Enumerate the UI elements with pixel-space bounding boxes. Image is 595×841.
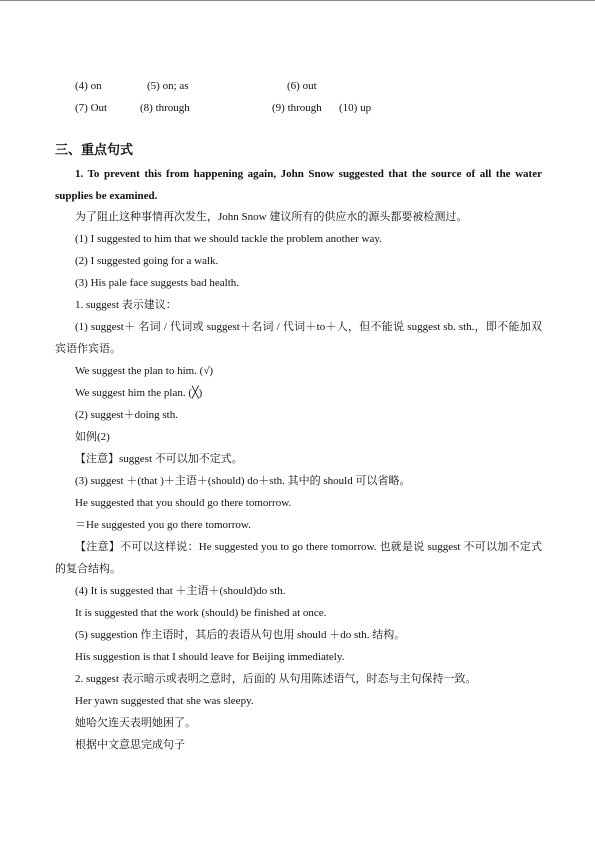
example-3: (3) His pale face suggests bad health.: [75, 277, 240, 289]
key-sentence: 1. To prevent this from happening again, John Snow suggested that the source of all the water supplies be examined.: [55, 168, 542, 202]
section-title: 三、重点句式: [55, 143, 134, 158]
rule-5: (5) suggestion 作主语时，其后的表语从句也用 should ＋do sth. 结构。: [75, 629, 406, 641]
point-1-correct-example: We suggest the plan to him. (√): [75, 365, 214, 377]
point-1-rule: (1) suggest＋ 名词 / 代词或 suggest＋名词 / 代词＋to＋人，但不能说 suggest sb. sth.，即不能加双宾语作宾语。: [55, 321, 542, 355]
rule-4-example: It is suggested that the work (should) be finished at once.: [75, 607, 327, 619]
rule-4: (4) It is suggested that ＋主语＋(should)do sth.: [75, 585, 286, 597]
answer-10: (10) up: [339, 102, 372, 114]
translation: 为了阻止这种事情再次发生，John Snow 建议所有的供应水的源头都要被检测过。: [75, 211, 468, 223]
page-top-border: [0, 0, 595, 1]
point-1-wrong-example: We suggest him the plan. (╳): [75, 387, 203, 399]
point-1-rule-2: (2) suggest＋doing sth.: [75, 409, 178, 421]
rule-5-example: His suggestion is that I should leave for Beijing immediately.: [75, 651, 345, 663]
example-1: (1) I suggested to him that we should tackle the problem another way.: [75, 233, 382, 245]
point-2-example: Her yawn suggested that she was sleepy.: [75, 695, 254, 707]
answer-8: (8) through: [140, 102, 190, 114]
task-instruction: 根据中文意思完成句子: [75, 739, 185, 751]
point-2: 2. suggest 表示暗示或表明之意时，后面的 从句用陈述语气，时态与主句保持一致。: [75, 673, 477, 685]
answer-7: (7) Out: [75, 102, 108, 114]
note-2: 【注意】不可以这样说：He suggested you to go there tomorrow. 也就是说 suggest 不可以加不定式的复合结构。: [55, 541, 542, 575]
example-2: (2) I suggested going for a walk.: [75, 255, 219, 267]
answer-9: (9) through: [272, 102, 322, 114]
point-2-translation: 她哈欠连天表明她困了。: [75, 717, 196, 729]
rule-3: (3) suggest ＋(that )＋主语＋(should) do＋sth. 其中的 should 可以省略。: [75, 475, 411, 487]
answer-4: (4) on: [75, 80, 102, 92]
note-1: 【注意】suggest 不可以加不定式。: [75, 453, 243, 465]
point-1-example-ref: 如例(2): [75, 431, 110, 443]
rule-3-example-1: He suggested that you should go there tomorrow.: [75, 497, 292, 509]
answer-6: (6) out: [287, 80, 317, 92]
answer-5: (5) on; as: [147, 80, 189, 92]
point-1-title: 1. suggest 表示建议：: [75, 299, 177, 311]
rule-3-example-2: ＝He suggested you go there tomorrow.: [75, 519, 251, 531]
